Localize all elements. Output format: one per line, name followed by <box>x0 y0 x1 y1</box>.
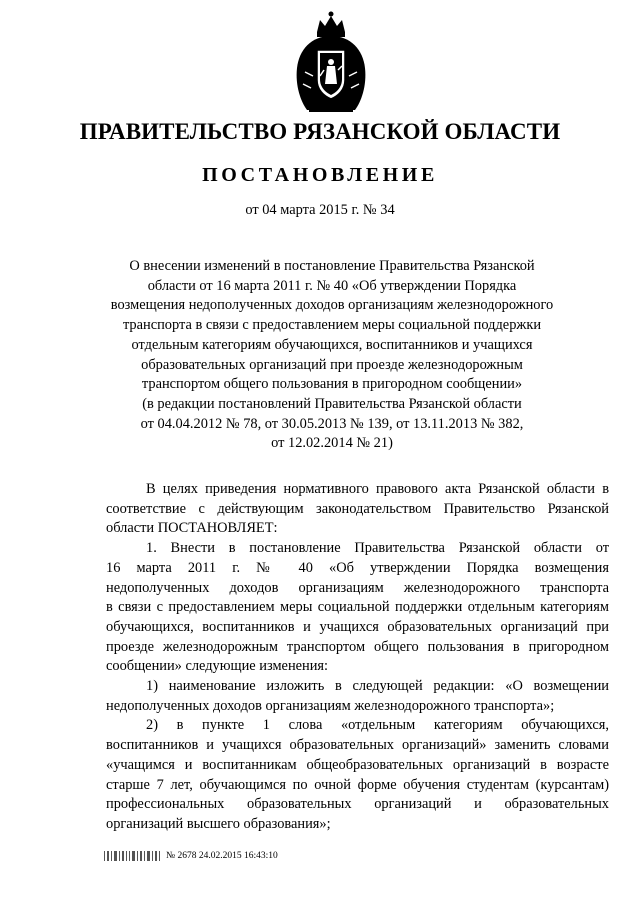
subject-line: отдельным категориям обучающихся, воспитанников и учащихся <box>131 336 533 353</box>
body-line: организаций высшего образования»; <box>106 815 331 832</box>
body-line: области ПОСТАНОВЛЯЕТ: <box>106 520 278 537</box>
document-date-number: от 04 марта 2015 г. № 34 <box>245 202 395 218</box>
body-line: недополученных доходов организациям железнодорожного транспорта»; <box>106 697 555 714</box>
body-line: профессиональных образовательных организаций и образовательных <box>106 796 609 813</box>
subject-line: области от 16 марта 2011 г. № 40 «Об утверждении Порядка <box>147 277 517 294</box>
body-line: в связи с предоставлением меры социальной поддержки отдельным категориям <box>106 599 609 616</box>
organization-title: ПРАВИТЕЛЬСТВО РЯЗАНСКОЙ ОБЛАСТИ <box>79 119 561 144</box>
registration-text: № 2678 24.02.2015 16:43:10 <box>166 851 278 862</box>
ryazan-coat-of-arms-icon <box>287 10 375 114</box>
document-body <box>106 480 609 835</box>
subject-line: транспорта в связи с предоставлением меры социальной поддержки <box>122 317 542 334</box>
subject-line: образовательных организаций при проезде железнодорожным <box>141 356 523 373</box>
subject-line: транспортом общего пользования в пригородном сообщении» <box>141 376 523 393</box>
body-line: 2) в пункте 1 слова «отдельным категориям обучающихся, <box>146 717 609 734</box>
document-type: ПОСТАНОВЛЕНИЕ <box>202 164 438 186</box>
body-line: старше 7 лет, обучающимся по очной форме обучения студентам (курсантам) <box>106 776 609 793</box>
subject-line: О внесении изменений в постановление Правительства Рязанской <box>129 258 535 274</box>
subject-line: от 04.04.2012 № 78, от 30.05.2013 № 139, от 13.11.2013 № 382, <box>140 415 524 432</box>
registration-stamp <box>104 850 278 862</box>
subject-line: (в редакции постановлений Правительства Рязанской области <box>142 395 522 412</box>
subject-line: возмещения недополученных доходов организациям железнодорожного <box>110 297 554 314</box>
body-line: обучающихся, воспитанников и учащихся образовательных организаций при <box>106 618 609 635</box>
subject-line: от 12.02.2014 № 21) <box>271 435 393 452</box>
body-line: недополученных доходов организациям железнодорожного транспорта <box>106 579 609 596</box>
body-line: соответствие с действующим законодательством Правительство Рязанской <box>106 500 609 517</box>
document-subject <box>108 257 556 454</box>
body-line: 16 марта 2011 г. № 40 «Об утверждении Порядка возмещения <box>106 559 609 576</box>
body-line: проезде железнодорожным транспортом общего пользования в пригородном <box>106 638 609 655</box>
barcode-icon <box>104 850 160 862</box>
body-line: В целях приведения нормативного правового акта Рязанской области в <box>146 481 609 497</box>
body-line: 1. Внести в постановление Правительства Рязанской области от <box>146 540 609 557</box>
body-line: воспитанников и учащихся образовательных организаций» заменить словами <box>106 737 609 754</box>
body-line: «учащимся и воспитанникам общеобразовательных организаций в возрасте <box>106 756 609 773</box>
body-line: 1) наименование изложить в следующей редакции: «О возмещении <box>146 678 609 695</box>
body-line: сообщении» следующие изменения: <box>106 658 329 675</box>
